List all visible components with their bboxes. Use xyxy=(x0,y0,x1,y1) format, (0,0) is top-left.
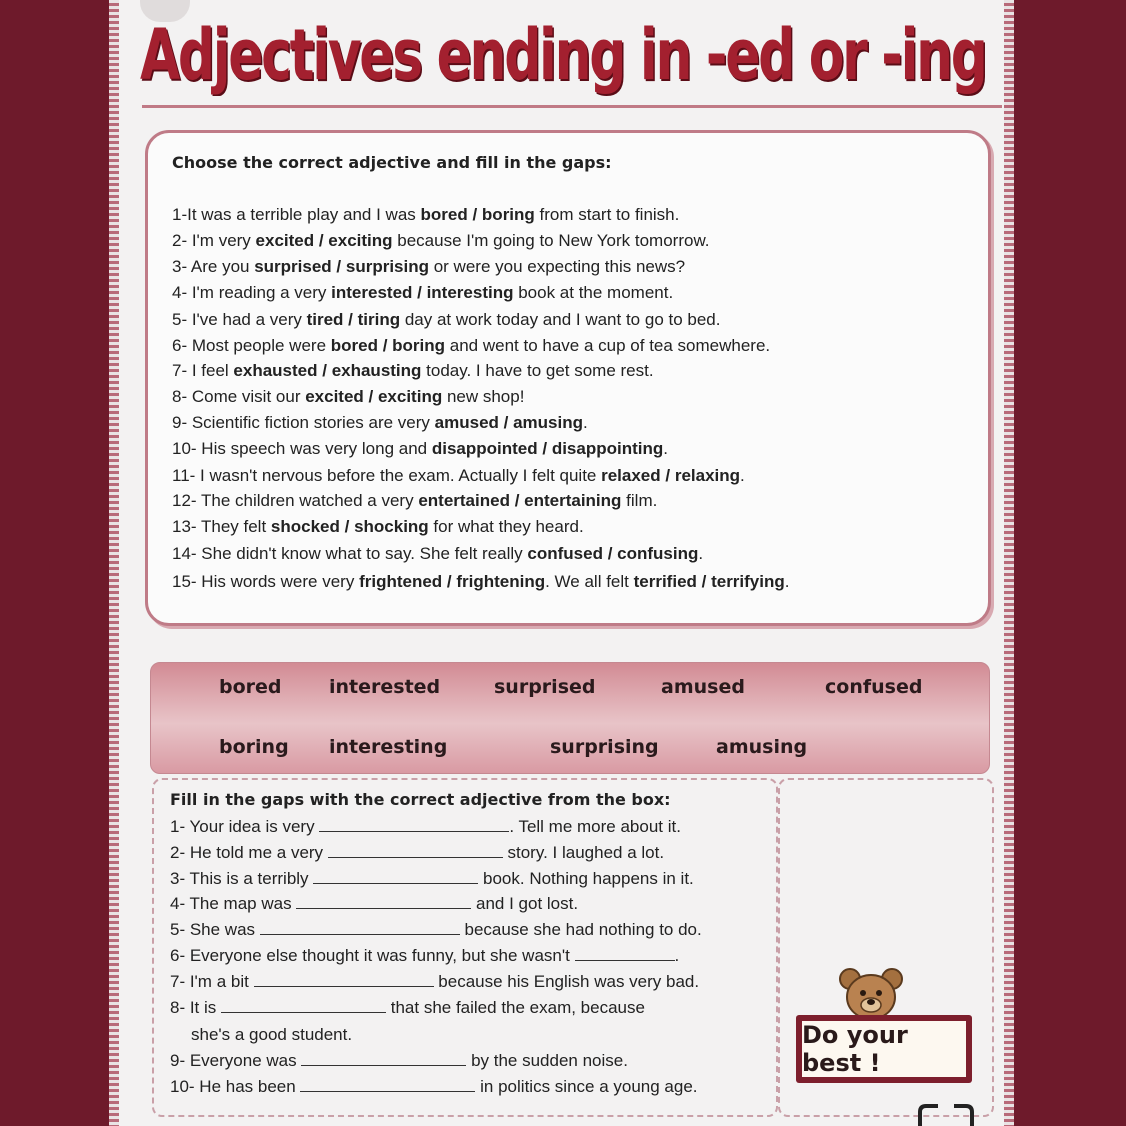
answer-blank[interactable] xyxy=(319,817,509,832)
item-text: book. Nothing happens in it. xyxy=(478,869,694,888)
exercise-1-sentence-15 xyxy=(172,572,790,592)
option-a[interactable]: entertained xyxy=(418,491,510,510)
word-option: amused xyxy=(661,676,745,698)
exercise-2-item-1 xyxy=(170,817,681,837)
exercise-2-item-5 xyxy=(170,920,702,940)
sentence-text: 6- Most people were xyxy=(172,336,331,355)
sign-label: Do your best ! xyxy=(802,1021,966,1077)
answer-blank[interactable] xyxy=(575,946,675,961)
answer-blank[interactable] xyxy=(300,1077,475,1092)
word-option: boring xyxy=(219,736,289,758)
option-b[interactable]: amusing xyxy=(513,413,583,432)
sentence-text: . xyxy=(663,439,668,458)
exercise-2-item-6 xyxy=(170,946,679,966)
word-option: surprising xyxy=(550,736,659,758)
sentence-text: new shop! xyxy=(442,387,525,406)
option-a[interactable]: excited xyxy=(305,387,364,406)
option-separator: / xyxy=(467,205,482,224)
item-text: 8- It is xyxy=(170,998,222,1017)
option-b[interactable]: boring xyxy=(392,336,446,355)
answer-blank[interactable] xyxy=(301,1051,466,1066)
item-text: by the sudden noise. xyxy=(466,1051,628,1070)
word-option: surprised xyxy=(494,676,596,698)
item-text: that she failed the exam, because xyxy=(386,998,645,1017)
answer-blank[interactable] xyxy=(260,920,460,935)
option-a[interactable]: disappointed xyxy=(431,439,538,458)
word-option: confused xyxy=(825,676,923,698)
word-option: amusing xyxy=(716,736,808,758)
exercise-1-sentence-14 xyxy=(172,544,703,564)
item-text: because she had nothing to do. xyxy=(459,920,702,939)
answer-blank[interactable] xyxy=(296,894,471,909)
option-a[interactable]: bored xyxy=(330,336,378,355)
option-c[interactable]: terrified xyxy=(633,572,697,591)
option-separator: / xyxy=(498,413,514,432)
sentence-text: 12- The children watched a very xyxy=(172,491,419,510)
item-text: and I got lost. xyxy=(471,894,579,913)
exercise-2-item-4 xyxy=(170,894,578,914)
option-b[interactable]: exciting xyxy=(328,231,393,250)
option-separator: / xyxy=(412,283,427,302)
corner-icon xyxy=(910,1100,990,1126)
option-separator: / xyxy=(339,517,355,536)
exercise-1-sentence-2 xyxy=(172,231,710,251)
answer-blank[interactable] xyxy=(313,869,478,884)
option-b[interactable]: tiring xyxy=(357,310,401,329)
item-text: 10- He has been xyxy=(170,1077,301,1096)
item-text: 2- He told me a very xyxy=(170,843,328,862)
exercise-1-sentence-11 xyxy=(172,466,745,486)
exercise-2-instruction: Fill in the gaps with the correct adjective from the box: xyxy=(170,790,671,809)
exercise-2-item-2 xyxy=(170,843,664,863)
exercise-1-sentence-13 xyxy=(172,517,584,537)
option-b[interactable]: exciting xyxy=(377,387,443,406)
item-text: because his English was very bad. xyxy=(433,972,700,991)
item-text: she's a good student. xyxy=(191,1025,353,1044)
left-decorative-stripe xyxy=(109,0,119,1126)
option-separator: / xyxy=(660,466,675,485)
option-a[interactable]: frightened xyxy=(359,572,443,591)
exercise-1-sentence-7 xyxy=(172,361,654,381)
exercise-1-sentence-10 xyxy=(172,439,668,459)
word-option: interesting xyxy=(329,736,448,758)
option-a[interactable]: interested xyxy=(331,283,413,302)
answer-blank[interactable] xyxy=(221,998,386,1013)
item-text: 4- The map was xyxy=(170,894,297,913)
option-separator: / xyxy=(363,387,378,406)
sentence-text: 1-It was a terrible play and I was xyxy=(172,205,421,224)
sentence-text: 11- I wasn't nervous before the exam. Actually I felt quite xyxy=(172,466,602,485)
exercise-1-sentence-5 xyxy=(172,310,720,330)
title-underline xyxy=(142,105,1002,108)
option-a[interactable]: tired xyxy=(306,310,344,329)
sentence-text: for what they heard. xyxy=(428,517,584,536)
item-text: 7- I'm a bit xyxy=(170,972,254,991)
sentence-text: book at the moment. xyxy=(513,283,674,302)
option-b[interactable]: frightening xyxy=(456,572,546,591)
option-separator: / xyxy=(377,336,393,355)
exercise-1-sentence-3 xyxy=(172,257,685,277)
item-text: 3- This is a terribly xyxy=(170,869,314,888)
do-your-best-sign xyxy=(796,1015,972,1083)
item-text: story. I laughed a lot. xyxy=(502,843,665,862)
option-a[interactable]: shocked xyxy=(270,517,340,536)
exercise-1-sentence-9 xyxy=(172,413,588,433)
option-separator: / xyxy=(696,572,712,591)
option-separator: / xyxy=(537,439,552,458)
option-a[interactable]: confused xyxy=(527,544,603,563)
sentence-text: 2- I'm very xyxy=(172,231,256,250)
exercise-2-item-9 xyxy=(191,1025,352,1045)
option-b[interactable]: confusing xyxy=(617,544,699,563)
option-separator: / xyxy=(317,361,332,380)
option-a[interactable]: relaxed xyxy=(601,466,661,485)
sentence-text: 8- Come visit our xyxy=(172,387,306,406)
sentence-text: . We all felt xyxy=(545,572,634,591)
exercise-2-item-10 xyxy=(170,1051,628,1071)
sentence-text: from start to finish. xyxy=(534,205,680,224)
option-b[interactable]: boring xyxy=(481,205,535,224)
worksheet-title: Adjectives ending in -ed or -ing xyxy=(140,14,986,96)
exercise-2-item-7 xyxy=(170,972,699,992)
sentence-text: 3- Are you xyxy=(172,257,255,276)
item-text: . xyxy=(674,946,680,965)
option-separator: / xyxy=(331,257,346,276)
option-b[interactable]: entertaining xyxy=(524,491,622,510)
option-b[interactable]: relaxing xyxy=(674,466,741,485)
option-d[interactable]: terrifying xyxy=(711,572,785,591)
sentence-text: 9- Scientific fiction stories are very xyxy=(172,413,435,432)
option-a[interactable]: excited xyxy=(255,231,315,250)
option-separator: / xyxy=(442,572,457,591)
sentence-text: 13- They felt xyxy=(172,517,271,536)
answer-blank[interactable] xyxy=(254,972,434,987)
item-text: 5- She was xyxy=(170,920,260,939)
exercise-1-sentence-8 xyxy=(172,387,524,407)
item-text: 1- Your idea is very xyxy=(170,817,320,836)
item-text: . Tell me more about it. xyxy=(509,817,681,836)
sentence-text: 15- His words were very xyxy=(172,572,360,591)
exercise-2-item-8 xyxy=(170,998,645,1018)
sentence-text: or were you expecting this news? xyxy=(429,257,686,276)
exercise-1-instruction: Choose the correct adjective and fill in the gaps: xyxy=(172,153,612,172)
exercise-1-sentence-6 xyxy=(172,336,770,356)
option-separator: / xyxy=(343,310,358,329)
right-decorative-stripe xyxy=(1004,0,1014,1126)
option-a[interactable]: surprised xyxy=(254,257,332,276)
option-b[interactable]: surprising xyxy=(345,257,429,276)
sentence-text: 10- His speech was very long and xyxy=(172,439,432,458)
option-a[interactable]: amused xyxy=(434,413,499,432)
sentence-text: . xyxy=(582,413,588,432)
option-separator: / xyxy=(509,491,525,510)
answer-blank[interactable] xyxy=(328,843,503,858)
option-b[interactable]: disappointing xyxy=(551,439,664,458)
item-text: 9- Everyone was xyxy=(170,1051,302,1070)
sentence-text: because I'm going to New York tomorrow. xyxy=(392,231,710,250)
sentence-text: day at work today and I want to go to bed. xyxy=(400,310,721,329)
sentence-text: film. xyxy=(621,491,658,510)
exercise-2-item-3 xyxy=(170,869,694,889)
exercise-2-item-11 xyxy=(170,1077,698,1097)
item-text: in politics since a young age. xyxy=(475,1077,698,1096)
option-b[interactable]: exhausting xyxy=(331,361,422,380)
option-b[interactable]: shocking xyxy=(354,517,429,536)
option-separator: / xyxy=(314,231,329,250)
sentence-text: . xyxy=(698,544,704,563)
exercise-1-sentence-1 xyxy=(172,205,679,225)
option-b[interactable]: interesting xyxy=(426,283,514,302)
sentence-text: . xyxy=(740,466,745,485)
sentence-text: 7- I feel xyxy=(172,361,234,380)
sentence-text: today. I have to get some rest. xyxy=(421,361,654,380)
sentence-text: . xyxy=(784,572,790,591)
sentence-text: 5- I've had a very xyxy=(172,310,307,329)
exercise-1-sentence-4 xyxy=(172,283,673,303)
sentence-text: and went to have a cup of tea somewhere. xyxy=(445,336,771,355)
sentence-text: 14- She didn't know what to say. She felt really xyxy=(172,544,528,563)
item-text: 6- Everyone else thought it was funny, but she wasn't xyxy=(170,946,575,965)
word-option: bored xyxy=(219,676,282,698)
option-a[interactable]: exhausted xyxy=(233,361,318,380)
word-option: interested xyxy=(329,676,441,698)
option-separator: / xyxy=(602,544,618,563)
sentence-text: 4- I'm reading a very xyxy=(172,283,332,302)
option-a[interactable]: bored xyxy=(420,205,468,224)
exercise-1-sentence-12 xyxy=(172,491,657,511)
